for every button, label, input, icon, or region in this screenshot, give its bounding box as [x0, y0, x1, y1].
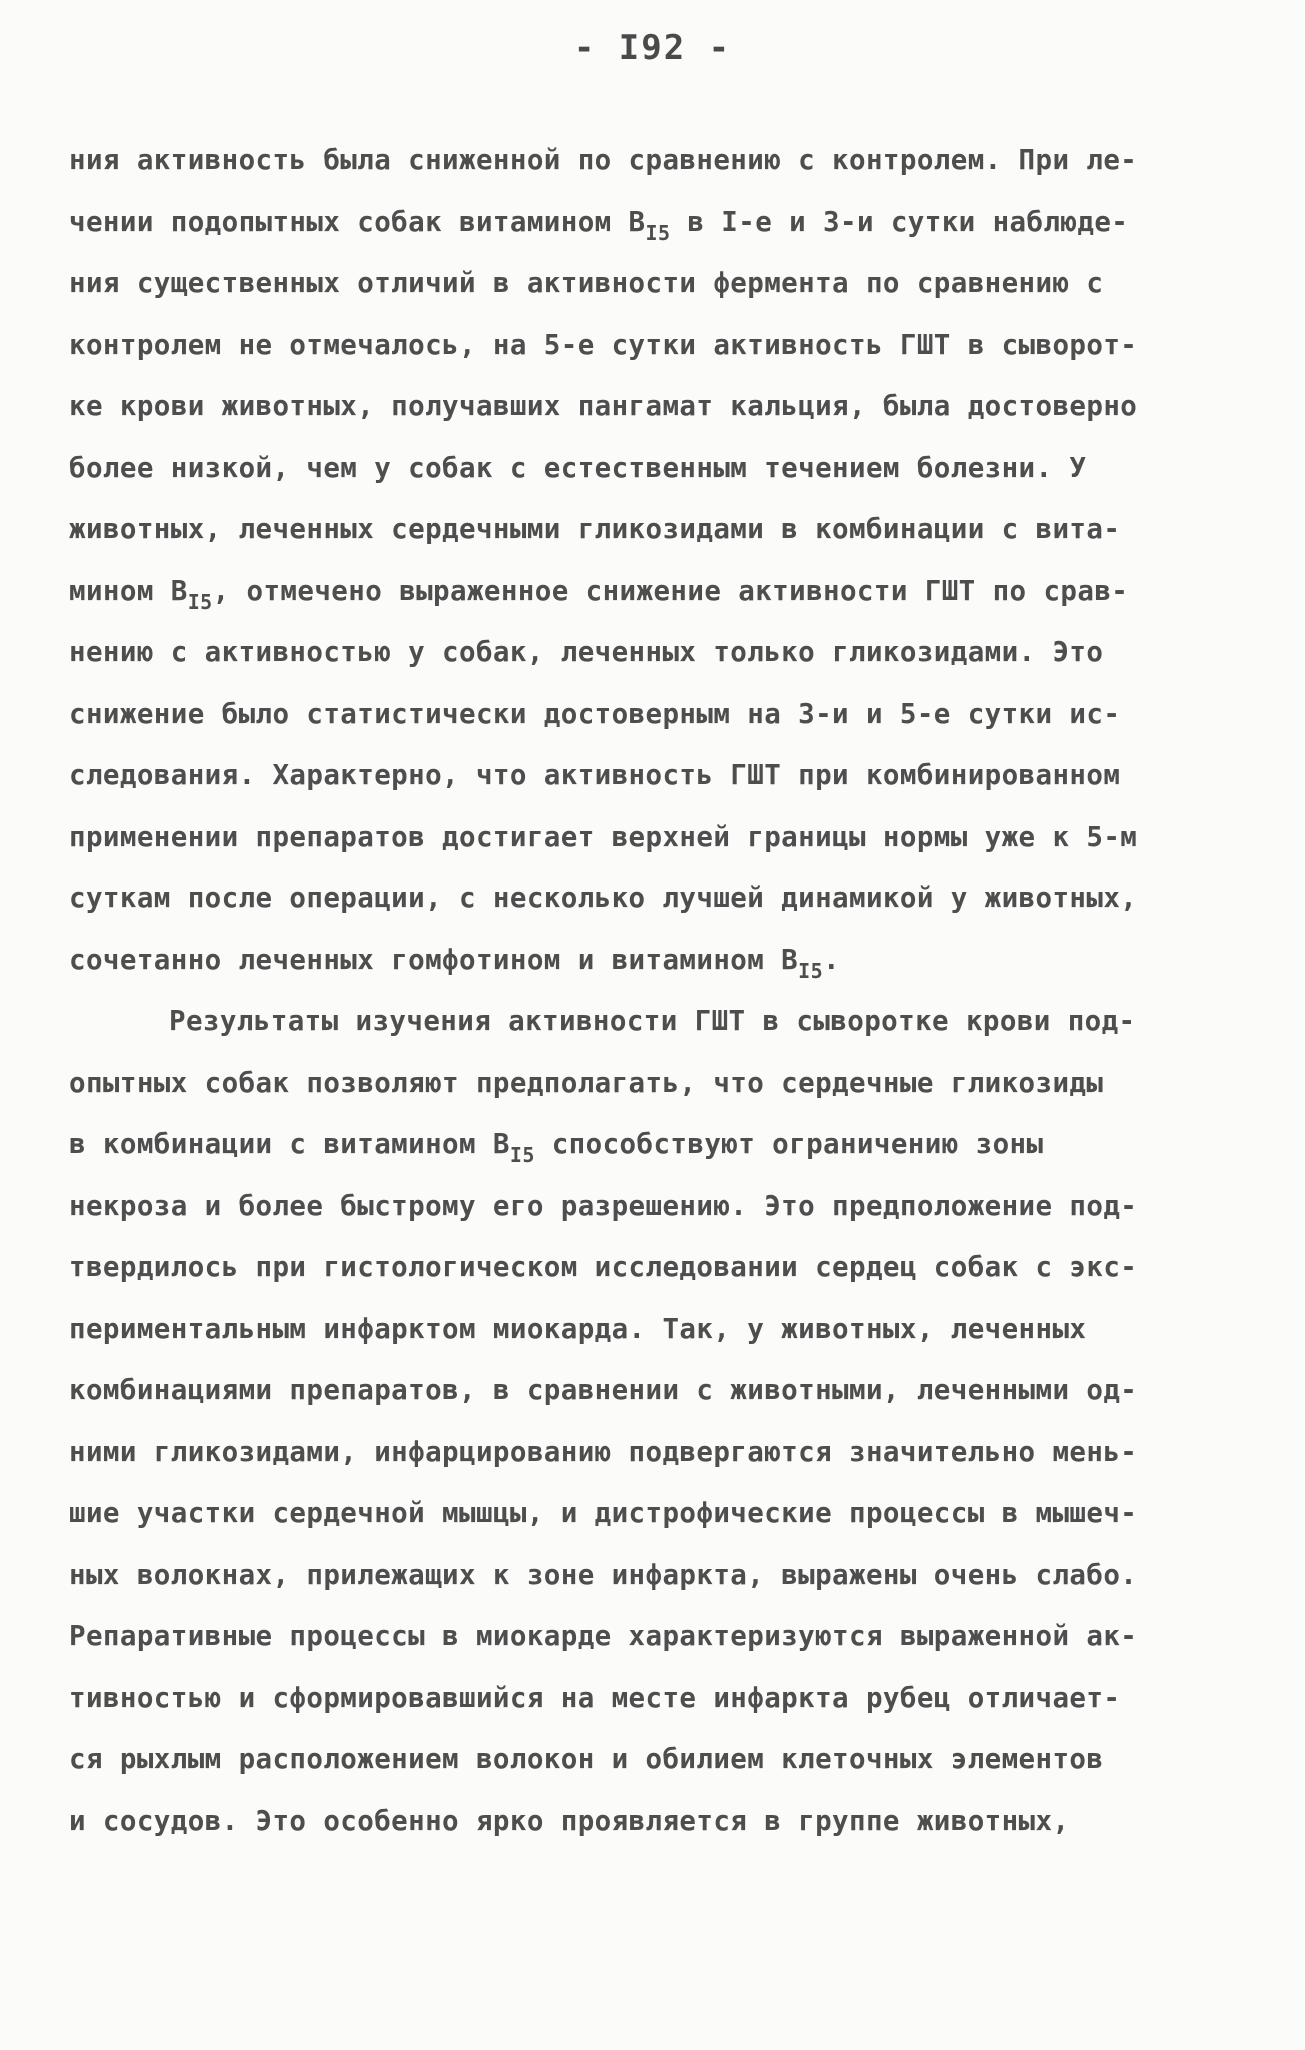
subscript: I5	[645, 220, 671, 245]
text-line: твердилось при гистологическом исследовании сердец собак с экс-	[69, 1251, 1138, 1283]
text-line: в комбинации с витамином $B_{I5}$ способствуют ограничению зоны	[69, 1128, 1044, 1167]
text-line: снижение было статистически достоверным на 3-и и 5-е сутки ис-	[69, 697, 1121, 730]
text-line: шие участки сердечной мышцы, и дистрофические процессы в мышеч-	[69, 1497, 1138, 1529]
text-line: ных волокнах, прилежащих к зоне инфаркта, выражены очень слабо.	[69, 1558, 1138, 1591]
text-line: периментальным инфарктом миокарда. Так, у животных, леченных	[69, 1312, 1087, 1345]
text-line: мином $B_{I5}$, отмечено выраженное снижение активности ГШТ по срав-	[69, 574, 1129, 614]
text-line: Результаты изучения активности ГШТ в сыворотке крови под-	[169, 1005, 1136, 1037]
text-line: нению с активностью у собак, леченных только гликозидами. Это	[69, 636, 1104, 668]
text-line: ся рыхлым расположением волокон и обилием клеточных элементов	[69, 1743, 1104, 1775]
page-number: - I92 -	[573, 28, 732, 68]
text-line: комбинациями препаратов, в сравнении с животными, леченными од-	[69, 1374, 1138, 1406]
body-text	[69, 140, 1249, 1862]
text-line: ния существенных отличий в активности фермента по сравнению с	[69, 267, 1104, 299]
text-line: более низкой, чем у собак с естественным течением болезни. У	[69, 451, 1087, 484]
text-line: сочетанно леченных гомфотином и витамином $B_{I5}$.	[69, 943, 840, 983]
text-line: применении препаратов достигает верхней границы нормы уже к 5-м	[69, 820, 1138, 853]
text-line: контролем не отмечалось, на 5-е сутки активность ГШТ в сыворот-	[69, 328, 1138, 361]
text-line: животных, леченных сердечными гликозидами в комбинации с вита-	[69, 513, 1121, 545]
text-line: ке крови животных, получавших пангамат кальция, была достоверно	[69, 390, 1138, 422]
text-line: суткам после операции, с несколько лучшей динамикой у животных,	[69, 882, 1138, 914]
text-line: следования. Характерно, что активность ГШТ при комбинированном	[69, 759, 1121, 791]
text-line: ними гликозидами, инфарцированию подвергаются значительно мень-	[69, 1435, 1138, 1468]
text-line: некроза и более быстрому его разрешению. Это предположение под-	[69, 1189, 1138, 1222]
text-line: и сосудов. Это особенно ярко проявляется в группе животных,	[69, 1804, 1070, 1837]
subscript: I5	[798, 958, 824, 983]
text-line: чении подопытных собак витамином $B_{I5}$ в I-е и 3-и сутки наблюде-	[69, 205, 1129, 245]
subscript: I5	[509, 1143, 535, 1167]
subscript: I5	[187, 589, 213, 614]
text-line: опытных собак позволяют предполагать, что сердечные гликозиды	[69, 1066, 1104, 1099]
text-line: ния активность была сниженной по сравнению с контролем. При ле-	[69, 144, 1138, 176]
text-line: тивностью и сформировавшийся на месте инфаркта рубец отличает-	[69, 1681, 1121, 1714]
text-line: Репаративные процессы в миокарде характеризуются выраженной ак-	[69, 1620, 1138, 1652]
